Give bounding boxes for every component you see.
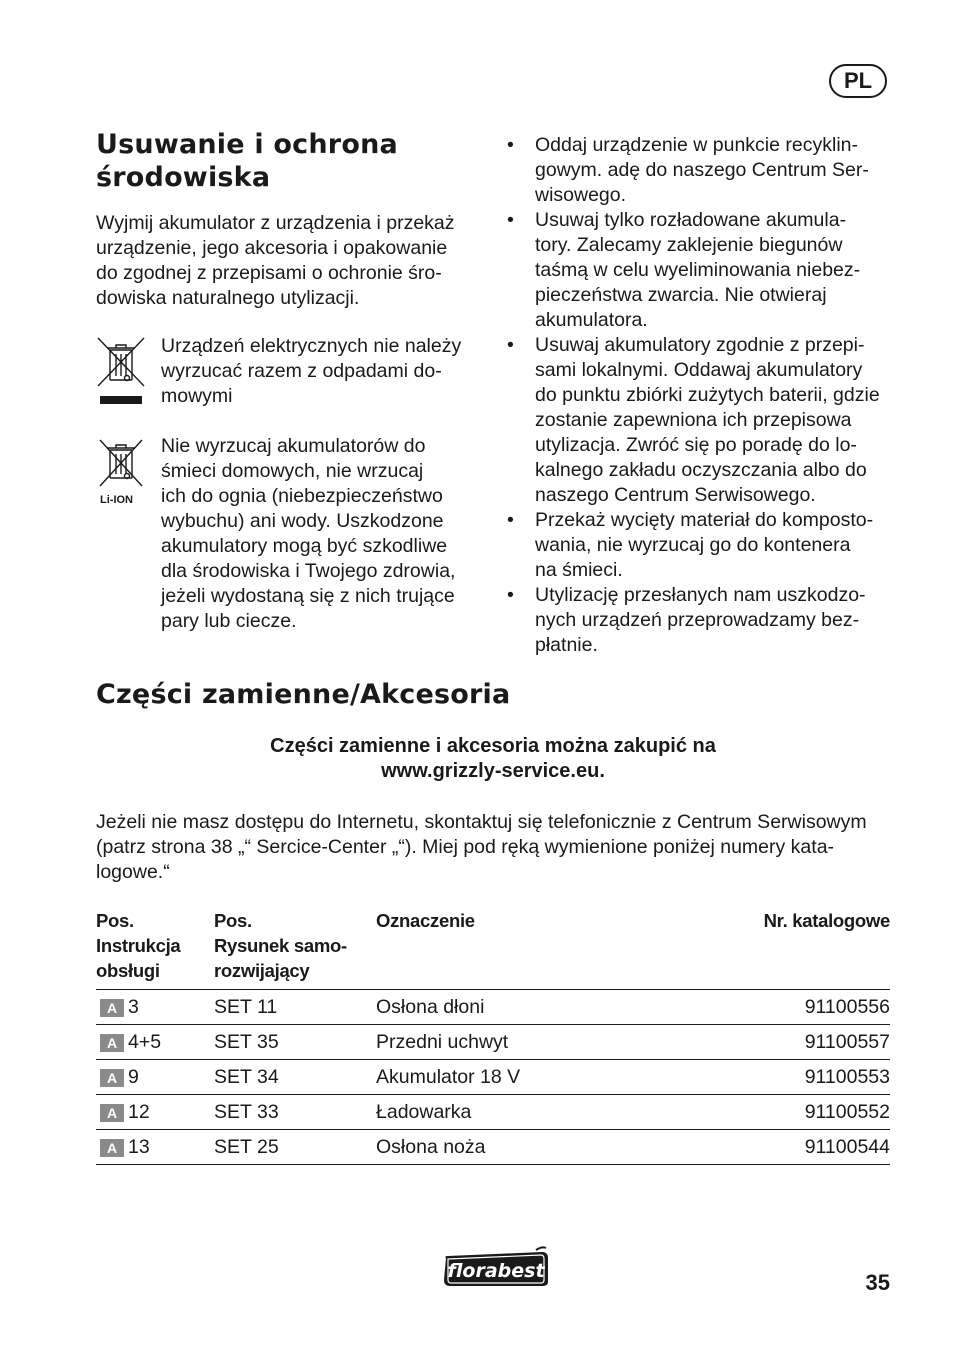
parts-title: Części zamienne/Akcesoria <box>96 679 511 710</box>
bullet-line: sami lokalnymi. Oddawaj akumulatory <box>535 359 863 381</box>
language-badge: PL <box>829 64 887 98</box>
bullet-line: do punktu zbiórki zużytych baterii, gdzie <box>535 384 880 406</box>
col-header-catalog-no: Nr. katalogowe <box>763 910 890 931</box>
battery-line: jeżeli wydostaną się z nich trujące <box>161 585 455 607</box>
bullet-dot: • <box>507 509 514 531</box>
pos-value: 12 <box>128 1101 150 1123</box>
cell-catalog-no: 91100556 <box>636 990 890 1025</box>
table-row <box>96 990 890 1025</box>
bullet-dot: • <box>507 334 514 356</box>
bullet-item <box>507 208 897 333</box>
figure-badge: A <box>100 1139 124 1157</box>
cell-set: SET 25 <box>214 1130 376 1165</box>
bullet-item <box>507 333 897 508</box>
service-url: www.grizzly-service.eu. <box>381 760 605 782</box>
battery-line: wybuchu) ani wody. Uszkodzone <box>161 510 444 532</box>
bullet-line: utylizacja. Zwróć się po poradę do lo- <box>535 434 857 456</box>
page-number: 35 <box>865 1270 890 1295</box>
bullet-line: wania, nie wyrzucaj go do kontenera <box>535 534 851 556</box>
pos-value: 13 <box>128 1136 150 1158</box>
bullet-item <box>507 583 897 658</box>
cell-name: Akumulator 18 V <box>376 1060 636 1095</box>
pos-value: 4+5 <box>128 1031 162 1053</box>
weee-line: wyrzucać razem z odpadami do- <box>161 360 442 382</box>
cell-name: Ładowarka <box>376 1095 636 1130</box>
bullet-line: wisowego. <box>535 184 627 206</box>
bullet-line: gowym. adę do naszego Centrum Ser- <box>535 159 869 181</box>
bullet-line: Utylizację przesłanych nam uszkodzo- <box>535 584 866 606</box>
table-header-row <box>96 908 890 990</box>
table-row <box>96 1025 890 1060</box>
bullet-line: Usuwaj akumulatory zgodnie z przepi- <box>535 334 865 356</box>
weee-bin-icon <box>96 336 148 413</box>
col-header-pos-manual <box>96 908 214 990</box>
cell-set: SET 34 <box>214 1060 376 1095</box>
parts-table <box>96 908 890 1165</box>
cell-catalog-no: 91100557 <box>636 1025 890 1060</box>
parts-callout <box>96 734 890 784</box>
pos-value: 3 <box>128 996 139 1018</box>
florabest-logo <box>440 1246 552 1295</box>
battery-line: Nie wyrzucaj akumulatorów do <box>161 435 426 457</box>
weee-line: Urządzeń elektrycznych nie należy <box>161 335 462 357</box>
disposal-title-line2: środowiska <box>96 162 271 193</box>
cell-name: Osłona dłoni <box>376 990 636 1025</box>
cell-pos <box>96 1025 214 1060</box>
cell-catalog-no: 91100552 <box>636 1095 890 1130</box>
cell-set: SET 33 <box>214 1095 376 1130</box>
bullet-line: tory. Zalecamy zaklejenie biegunów <box>535 234 843 256</box>
bullet-line: Oddaj urządzenie w punkcie recyklin- <box>535 134 858 156</box>
battery-line: pary lub ciecze. <box>161 610 297 632</box>
battery-line: śmieci domowych, nie wrzucaj <box>161 460 424 482</box>
col-header-pos-sheet <box>214 908 376 990</box>
disposal-title-line1: Usuwanie i ochrona <box>96 129 398 160</box>
intro-line: urządzenie, jego akcesoria i opakowanie <box>96 237 448 259</box>
bullet-line: Przekaż wycięty materiał do komposto- <box>535 509 874 531</box>
bullet-line: akumulatora. <box>535 309 648 331</box>
figure-badge: A <box>100 1104 124 1122</box>
battery-text <box>161 434 491 634</box>
cell-set: SET 11 <box>214 990 376 1025</box>
parts-note <box>96 810 896 885</box>
li-ion-label: Li-ION <box>100 494 133 506</box>
cell-pos <box>96 1130 214 1165</box>
battery-bin-icon <box>96 438 148 499</box>
cell-set: SET 35 <box>214 1025 376 1060</box>
bullet-line: nych urządzeń przeprowadzamy bez- <box>535 609 860 631</box>
bullet-line: pieczeństwa zwarcia. Nie otwieraj <box>535 284 827 306</box>
bullet-dot: • <box>507 584 514 606</box>
figure-badge: A <box>100 1034 124 1052</box>
pos-value: 9 <box>128 1066 139 1088</box>
table-row <box>96 1095 890 1130</box>
note-line: Jeżeli nie masz dostępu do Internetu, skontaktuj się telefonicznie z Centrum Serwisowym <box>96 811 867 833</box>
header-line: rozwijający <box>214 960 310 981</box>
figure-badge: A <box>100 1069 124 1087</box>
bullet-dot: • <box>507 134 514 156</box>
header-line: Instrukcja <box>96 935 181 956</box>
header-line: Pos. <box>214 910 252 931</box>
battery-line: akumulatory mogą być szkodliwe <box>161 535 448 557</box>
bullet-item <box>507 508 897 583</box>
cell-pos <box>96 990 214 1025</box>
weee-text <box>161 334 491 409</box>
note-line: (patrz strona 38 „“ Sercice-Center „“). Miej pod ręką wymienione poniżej numery kata- <box>96 836 835 858</box>
intro-line: do zgodnej z przepisami o ochronie śro- <box>96 262 442 284</box>
bullet-dot: • <box>507 209 514 231</box>
disposal-intro <box>96 211 486 311</box>
logo-text: florabest <box>447 1260 545 1282</box>
battery-line: ich do ognia (niebezpieczeństwo <box>161 485 443 507</box>
cell-catalog-no: 91100544 <box>636 1130 890 1165</box>
header-line: Rysunek samo- <box>214 935 347 956</box>
bullet-line: zostanie zapewniona ich przepisowa <box>535 409 852 431</box>
bullet-line: kalnego zakładu oczyszczania albo do <box>535 459 867 481</box>
bullet-item <box>507 133 897 208</box>
cell-pos <box>96 1095 214 1130</box>
bullet-line: na śmieci. <box>535 559 623 581</box>
weee-line: mowymi <box>161 385 233 407</box>
figure-badge: A <box>100 999 124 1017</box>
note-line: logowe.“ <box>96 861 170 883</box>
disposal-bullet-list <box>507 133 897 658</box>
disposal-section-left <box>96 128 486 311</box>
intro-line: Wyjmij akumulator z urządzenia i przekaż <box>96 212 455 234</box>
table-row <box>96 1060 890 1095</box>
col-header-description: Oznaczenie <box>376 910 475 931</box>
bullet-line: płatnie. <box>535 634 598 656</box>
battery-line: dla środowiska i Twojego zdrowia, <box>161 560 456 582</box>
bullet-line: taśmą w celu wyeliminowania niebez- <box>535 259 861 281</box>
header-line: Pos. <box>96 910 134 931</box>
header-line: obsługi <box>96 960 160 981</box>
bullet-line: naszego Centrum Serwisowego. <box>535 484 816 506</box>
cell-name: Przedni uchwyt <box>376 1025 636 1060</box>
bullet-line: Usuwaj tylko rozładowane akumula- <box>535 209 847 231</box>
table-row <box>96 1130 890 1165</box>
cell-pos <box>96 1060 214 1095</box>
cell-name: Osłona noża <box>376 1130 636 1165</box>
cell-catalog-no: 91100553 <box>636 1060 890 1095</box>
intro-line: dowiska naturalnego utylizacji. <box>96 287 360 309</box>
disposal-title <box>96 128 486 194</box>
callout-line: Części zamienne i akcesoria można zakupić na <box>270 735 716 757</box>
